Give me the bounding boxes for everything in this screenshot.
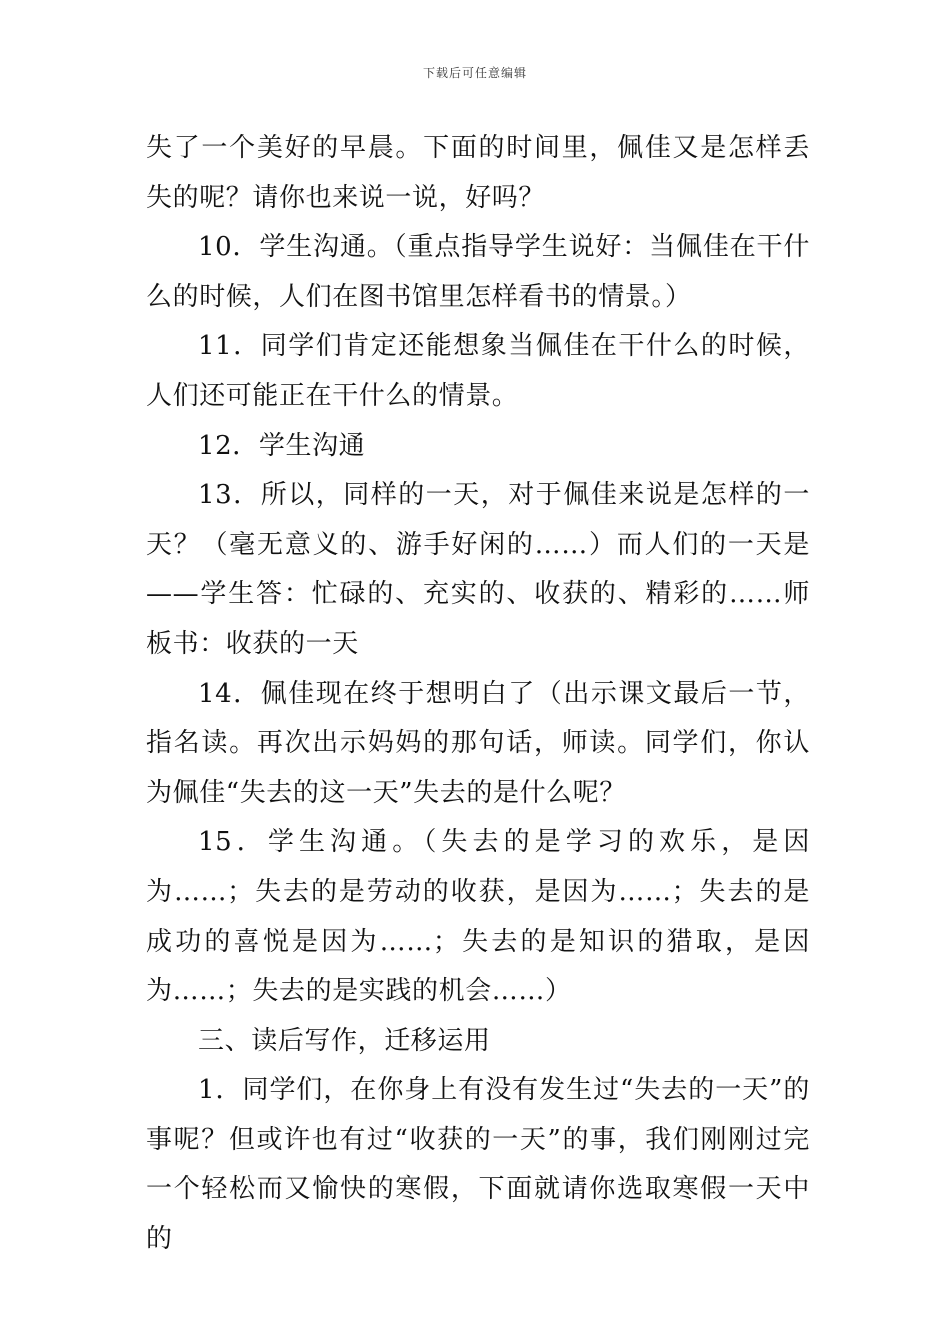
paragraph-item-1: 1．同学们，在你身上有没有发生过“失去的一天”的事呢？但或许也有过“收获的一天”的事，我们刚刚过完一个轻松而又愉快的寒假，下面就请你选取寒假一天中的 bbox=[146, 1075, 810, 1255]
paragraph-item-13: 13．所以，同样的一天，对于佩佳来说是怎样的一天？（毫无意义的、游手好闲的……）而人们的一天是——学生答：忙碌的、充实的、收获的、精彩的……师板书：收获的一天 bbox=[146, 480, 810, 659]
section-heading: 三、读后写作，迁移运用 bbox=[198, 1025, 491, 1056]
document-body bbox=[146, 124, 810, 1265]
paragraph-item-14: 14．佩佳现在终于想明白了（出示课文最后一节，指名读。再次出示妈妈的那句话，师读。同学们，你认为佩佳“失去的这一天”失去的是什么呢？ bbox=[146, 678, 810, 808]
paragraph-item-15: 15．学生沟通。（失去的是学习的欢乐，是因为……；失去的是劳动的收获，是因为……；失去的是成功的喜悦是因为……；失去的是知识的猎取，是因为……；失去的是实践的机会……） bbox=[146, 827, 810, 1007]
paragraph-item-12: 12．学生沟通 bbox=[198, 430, 366, 461]
paragraph-item-10: 10．学生沟通。（重点指导学生说好：当佩佳在干什么的时候，人们在图书馆里怎样看书的情景。） bbox=[146, 232, 810, 312]
paragraph-continuation: 失了一个美好的早晨。下面的时间里，佩佳又是怎样丢失的呢？请你也来说一说，好吗？ bbox=[146, 133, 810, 213]
page-header: 下载后可任意编辑 bbox=[422, 66, 527, 80]
paragraph-item-11: 11．同学们肯定还能想象当佩佳在干什么的时候，人们还可能正在干什么的情景。 bbox=[146, 331, 810, 411]
